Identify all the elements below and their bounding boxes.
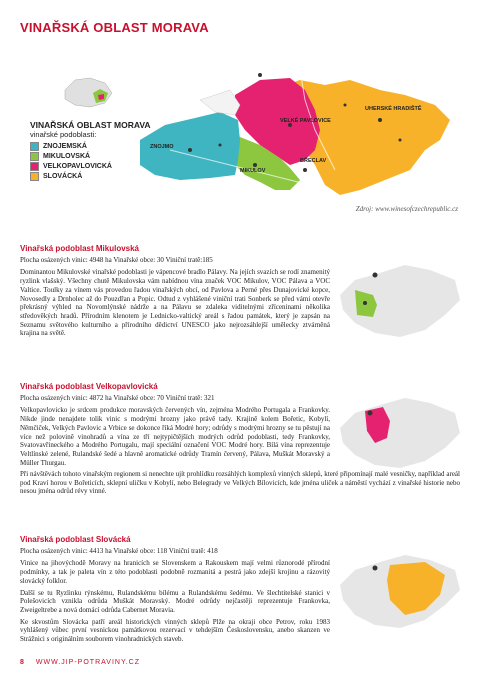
section-heading: Vinařská podoblast Velkopavlovická — [20, 382, 158, 391]
legend-item — [30, 162, 112, 171]
footer-url[interactable]: WWW.JIP-POTRAVINY.CZ — [35, 659, 140, 666]
thumb-map-velkopavlovicka — [335, 383, 465, 473]
section-heading: Vinařská podoblast Mikulovská — [20, 244, 140, 253]
page-title: VINAŘSKÁ OBLAST MORAVA — [20, 20, 209, 35]
section-paragraph: Velkopavlovicko je srdcem produkce moravských červených vín, zejména Modrého Portugala a Frankovky. Nikde jinde nenajdete tolik vinic s modrými hrozny jako právě tady. Krajině kolem Bořetic, Kobylí, Němčiček, Velkých Pavlovic a Vrbice se dokonce říká Modré hory; odrůdy s modrými hrozny se tu pěstují na více než polovině vinohradů a vína ze tří nejtypičtějších modrých odrůd podoblasti, tedy Frankovky, Svatovavřineckého a Modrého Portugalu, mají speciální označení VOC Modré hory. Bílá vína reprezentuje Veltlínské zelené, Rulandské šedé a hlavně aromatické odrůdy Tramín červený, Pálava, Muškát Moravský a Müller Thurgau. — [20, 406, 330, 467]
section-mikulovska — [20, 245, 330, 341]
section-paragraph: Další se tu Ryzlinku rýnskému, Rulandskému bílému a Rulandskému šedému. Ve šlechtitelské stanici v Polešovicích vznikla odrůda Muškát Moravský. Modré odrůdy nejčastěji reprezentuje Frankovka, Zweigeltrebe a nová domácí odrůda Cabernet Moravia. — [20, 588, 330, 614]
legend-label: MIKULOVSKÁ — [43, 153, 91, 160]
thumb-map-slovacka — [335, 540, 465, 635]
section-stats: Plocha osázených vinic: 4413 ha Vinařské obce: 118 Viniční tratě: 418 — [20, 546, 218, 555]
section-stats: Plocha osázených vinic: 4872 ha Vinařské obce: 70 Viniční tratě: 321 — [20, 393, 215, 402]
section-velkopavlovicka-more — [20, 470, 460, 499]
section-heading: Vinařská podoblast Slovácká — [20, 535, 131, 544]
map-label-velke-pavlovice: VELKÉ PAVLOVICE — [280, 118, 331, 124]
legend-swatch — [30, 152, 39, 161]
section-slovacka — [20, 536, 330, 647]
legend-swatch — [30, 142, 39, 151]
legend-title-text: VINAŘSKÁ OBLAST MORAVA — [30, 120, 151, 130]
legend-swatch — [30, 162, 39, 171]
section-paragraph: Vinice na jihovýchodě Moravy na hranicích se Slovenskem a Rakouskem mají velmi různorodé přírodní podmínky, a tak je paleta vín z této podoblasti podobně rozmanitá a pestrá jako zdejší krojinu a rázovitý slovácký folklor. — [20, 559, 330, 585]
footer — [20, 659, 140, 666]
legend — [30, 142, 112, 182]
legend-item — [30, 172, 112, 181]
page-number: 8 — [20, 659, 24, 666]
section-velkopavlovicka — [20, 383, 330, 470]
legend-item — [30, 142, 112, 151]
legend-swatch — [30, 172, 39, 181]
legend-title — [30, 120, 151, 140]
thumb-map-mikulovska — [335, 245, 465, 345]
section-paragraph: Při návštěvách tohoto vinařským regionem si nenechte ujít prohlídku rozsáhlých komplexů vinných sklepů, které připomínají malé vesničky, například areál pod Kraví horou v Bořeticích, sklepní uličku v Kobylí, nebo Belegrady ve Velkých Bílovicích, kde jména uliček a náměstí vychází z vinařské historie nebo nesou jména odrůd révy vinné. — [20, 470, 460, 496]
map-label-uherske-hradiste: UHERSKÉ HRADIŠTĚ — [365, 106, 422, 112]
legend-item — [30, 152, 112, 161]
map-source: Zdroj: www.winesofczechrepublic.cz — [355, 205, 458, 213]
section-paragraph: Dominantou Mikulovské vinařské podoblasti je vápencové bradlo Pálavy. Na jejích svazích se rodí znamenitý ryzlink vlašský. Všechny chutě Mikulovska vám nabídnou vína značek VOC Mikulov, VOC Pálava a VOC Valtice. Toulky za vínem vás provedou řadou vinařských obcí, od Pavlova a Perné přes Dunajovické kopce, Novosedly a Drnholec až do Pouzdřan a Popic. Odtud z vyhlášené viniční trati Sonberk se před vámi otevře překrásný výhled na Novomlýnské nádrže a na Pálavu se zdaleka viditelnými zříceninami několika středověkých hradů. Přírodním klenotem je Lednicko-valtický areál s řadou památek, který je zapsán na Seznamu světového kulturního a přírodního dědictví UNESCO jako nejrozsáhlejší umělecky ztvárněná krajina na světě. — [20, 268, 330, 338]
map-label-breclav: BŘECLAV — [300, 158, 327, 164]
czech-inset-map — [60, 75, 115, 110]
section-paragraph: Ke skvostům Slovácka patří areál historických vinných sklepů Plže na okraji obce Petrov, roku 1983 vyhlášený vůbec první vesnickou památkovou rezervací v tehdejším Československu, anebo skanzen ve Strážnici s originálním souborem vinohradnických staveb. — [20, 617, 330, 644]
section-stats: Plocha osázených vinic: 4948 ha Vinařské obce: 30 Viniční tratě:185 — [20, 255, 213, 264]
map-label-mikulov: MIKULOV — [240, 168, 266, 174]
main-map — [140, 50, 460, 200]
legend-label: VELKOPAVLOVICKÁ — [43, 163, 112, 170]
legend-subtitle: vinařské podoblasti: — [30, 130, 97, 139]
legend-label: SLOVÁCKÁ — [43, 173, 83, 180]
legend-label: ZNOJEMSKÁ — [43, 143, 87, 150]
map-label-znojmo: ZNOJMO — [150, 144, 174, 150]
